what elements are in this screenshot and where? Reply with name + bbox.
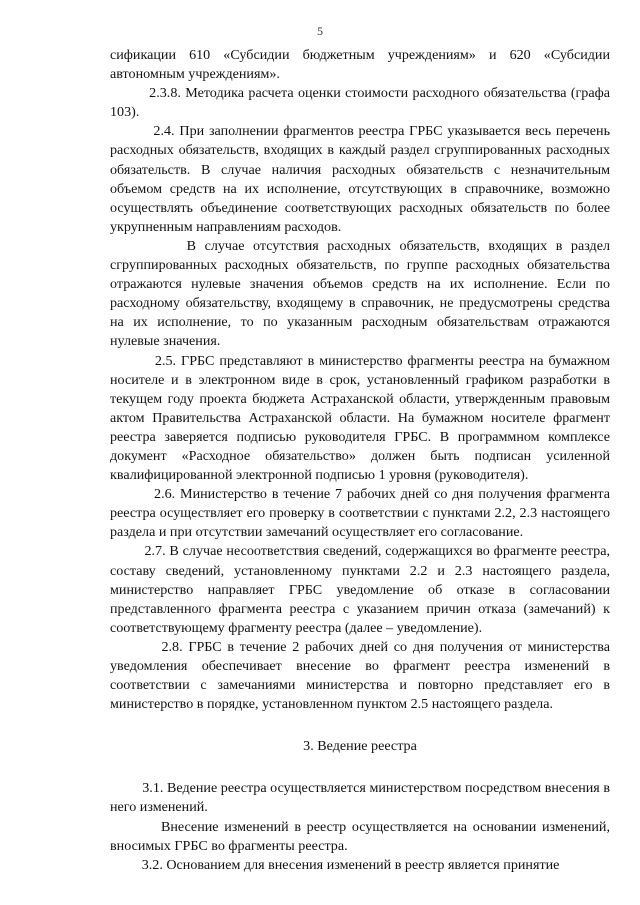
paragraph-2-7: 2.7. В случае несоответствия сведений, содержащихся во фрагменте реестра, составу сведений, установленному пунктами 2.2 и 2.3 настоящего раздела, министерство направляет ГРБС уведомление об отказе в согласовании представленного фрагмента реестра с указанием причин отказа (замечаний) к соответствующему фрагменту реестра (далее – уведомление). [110, 543, 610, 636]
section-heading: 3. Ведение реестра [303, 738, 417, 755]
page-number: 5 [317, 24, 323, 38]
paragraph-2-4: 2.4. При заполнении фрагментов реестра ГРБС указывается весь перечень расходных обязательств, входящих в каждый раздел сгруппированных расходных обязательств. В случае наличия расходных обязательств с незначительным объемом средств на их исполнение, отсутствующих в справочнике, возможно осуществлять объединение соответствующих расходных обязательств по более укрупненным направлениям расходов. [110, 123, 610, 235]
document-body [110, 46, 610, 875]
paragraph-2-4-zero-values: В случае отсутствия расходных обязательств, входящих в раздел сгруппированных расходных обязательств, по группе расходных обязательства отражаются нулевые значения объемов средств на их исполнение. Если по расходному обязательству, входящему в справочник, не предусмотрены средства на их исполнение, то по указанным расходным обязательствам отражаются нулевые значения. [110, 237, 610, 350]
paragraph-3-1-changes: Внесение изменений в реестр осуществляется на основании изменений, вносимых ГРБС во фрагменты реестра. [110, 818, 610, 854]
paragraph-2-6: 2.6. Министерство в течение 7 рабочих дней со дня получения фрагмента реестра осуществляет его проверку в соответствии с пунктами 2.2, 2.3 настоящего раздела и при отсутствии замечаний осуществляет его согласование. [110, 486, 610, 541]
paragraph-continuation: сификации 610 «Субсидии бюджетным учреждениям» и 620 «Субсидии автономным учреждениям». [110, 47, 610, 83]
paragraph-2-8: 2.8. ГРБС в течение 2 рабочих дней со дня получения от министерства уведомления обеспечивает внесение во фрагмент реестра изменений в соответствии с замечаниями министерства и повторно представляет его в министерство в порядке, установленном пунктом 2.5 настоящего раздела. [110, 638, 610, 713]
paragraph-2-3-8: 2.3.8. Методика расчета оценки стоимости расходного обязательства (графа 103). [110, 85, 610, 121]
paragraph-3-2: 3.2. Основанием для внесения изменений в реестр является принятие [110, 856, 560, 873]
paragraph-3-1: 3.1. Ведение реестра осуществляется министерством посредством внесения в него изменений. [110, 780, 610, 816]
paragraph-2-5: 2.5. ГРБС представляют в министерство фрагменты реестра на бумажном носителе и в электронном виде в срок, установленный графиком разработки в текущем году проекта бюджета Астраханской области, утвержденным правовым актом Правительства Астраханской области. На бумажном носителе фрагмент реестра заверяется подписью руководителя ГРБС. В программном комплексе документ «Расходное обязательство» должен быть подписан усиленной квалифицированной электронной подписью 1 уровня (руководителя). [110, 352, 610, 484]
